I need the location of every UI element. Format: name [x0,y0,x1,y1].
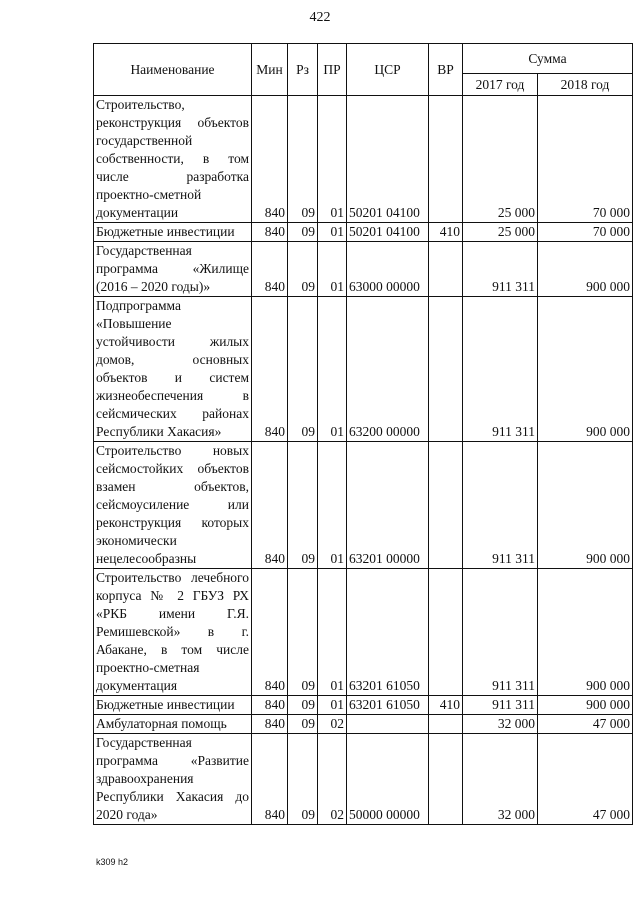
footer-document-code: k309 h2 [96,857,129,867]
row-csr: 63200 00000 [347,297,429,442]
row-vr [429,734,463,825]
row-pr: 01 [318,569,347,696]
row-min: 840 [252,569,288,696]
row-name: Бюджетные инвестиции [94,223,252,242]
table-row [94,569,633,696]
row-min: 840 [252,696,288,715]
row-vr [429,297,463,442]
header-sum: Сумма [463,44,633,74]
table-row [94,297,633,442]
header-min: Мин [252,44,288,96]
row-sum-2017: 911 311 [463,569,538,696]
row-vr: 410 [429,223,463,242]
row-pr: 01 [318,223,347,242]
row-csr: 63201 61050 [347,696,429,715]
row-pr: 01 [318,297,347,442]
row-rz: 09 [288,242,318,297]
row-pr: 01 [318,96,347,223]
row-pr: 02 [318,734,347,825]
header-vr: ВР [429,44,463,96]
row-min: 840 [252,734,288,825]
row-vr [429,569,463,696]
row-pr: 01 [318,442,347,569]
row-rz: 09 [288,734,318,825]
row-sum-2018: 70 000 [538,96,633,223]
row-rz: 09 [288,96,318,223]
row-sum-2017: 911 311 [463,242,538,297]
table-row [94,442,633,569]
row-rz: 09 [288,715,318,734]
row-name: Строительство, реконструкция объектов государственной собственности, в том числе разработка проектно-сметной документации [94,96,252,223]
row-vr [429,715,463,734]
header-rz: Рз [288,44,318,96]
row-sum-2018: 900 000 [538,242,633,297]
header-csr: ЦСР [347,44,429,96]
row-vr [429,442,463,569]
row-min: 840 [252,442,288,569]
row-sum-2018: 900 000 [538,297,633,442]
row-sum-2018: 900 000 [538,696,633,715]
table-row [94,242,633,297]
row-name: Строительство новых сейсмостойких объектов взамен объектов, сейсмоусиление или реконструкция которых экономически нецелесообразны [94,442,252,569]
row-vr [429,242,463,297]
row-csr [347,715,429,734]
row-name: Бюджетные инвестиции [94,696,252,715]
row-sum-2017: 25 000 [463,96,538,223]
row-min: 840 [252,223,288,242]
row-name: Строительство лечебного корпуса № 2 ГБУЗ РХ «РКБ имени Г.Я. Ремишевской» в г. Абакане, в том числе проектно-сметная документация [94,569,252,696]
row-sum-2017: 911 311 [463,696,538,715]
row-rz: 09 [288,569,318,696]
row-vr [429,96,463,223]
table-row [94,223,633,242]
row-rz: 09 [288,696,318,715]
table-row [94,734,633,825]
row-name: Государственная программа «Развитие здравоохранения Республики Хакасия до 2020 года» [94,734,252,825]
row-pr: 02 [318,715,347,734]
row-csr: 50201 04100 [347,223,429,242]
row-sum-2018: 47 000 [538,715,633,734]
page-number: 422 [309,10,331,25]
row-pr: 01 [318,242,347,297]
row-csr: 63201 61050 [347,569,429,696]
row-sum-2018: 900 000 [538,442,633,569]
row-csr: 63201 00000 [347,442,429,569]
row-min: 840 [252,297,288,442]
row-sum-2017: 911 311 [463,442,538,569]
row-name: Подпрограмма «Повышение устойчивости жилых домов, основных объектов и систем жизнеобеспечения в сейсмических районах Республики Хакасия» [94,297,252,442]
header-year-2017: 2017 год [463,74,538,96]
header-pr: ПР [318,44,347,96]
row-vr: 410 [429,696,463,715]
budget-table [93,43,633,825]
table-row [94,696,633,715]
row-name: Государственная программа «Жилище (2016 – 2020 годы)» [94,242,252,297]
row-pr: 01 [318,696,347,715]
header-name: Наименование [94,44,252,96]
row-min: 840 [252,96,288,223]
row-min: 840 [252,715,288,734]
row-csr: 63000 00000 [347,242,429,297]
row-sum-2017: 32 000 [463,734,538,825]
header-year-2018: 2018 год [538,74,633,96]
row-sum-2017: 25 000 [463,223,538,242]
row-sum-2017: 911 311 [463,297,538,442]
row-rz: 09 [288,297,318,442]
row-csr: 50000 00000 [347,734,429,825]
table-row [94,715,633,734]
row-rz: 09 [288,442,318,569]
row-sum-2017: 32 000 [463,715,538,734]
row-name: Амбулаторная помощь [94,715,252,734]
row-rz: 09 [288,223,318,242]
table-row [94,96,633,223]
row-sum-2018: 900 000 [538,569,633,696]
row-csr: 50201 04100 [347,96,429,223]
row-sum-2018: 70 000 [538,223,633,242]
row-sum-2018: 47 000 [538,734,633,825]
row-min: 840 [252,242,288,297]
